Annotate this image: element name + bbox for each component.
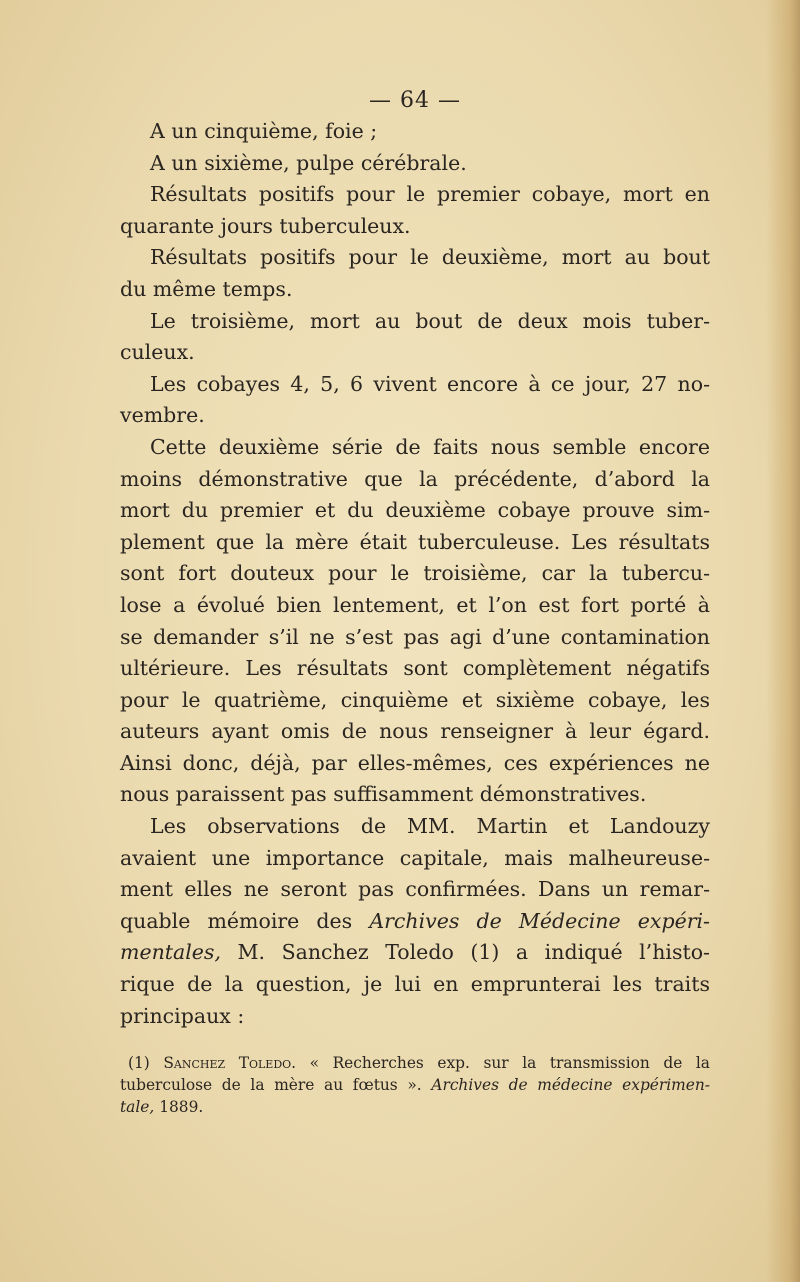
- text-line: sont fort douteux pour le troisième, car la tubercu-: [120, 561, 710, 586]
- text-line: ultérieure. Les résultats sont complètement négatifs: [120, 656, 710, 681]
- text-line: Résultats positifs pour le premier cobaye, mort en: [150, 182, 710, 207]
- text-line: Cette deuxième série de faits nous semble encore: [150, 434, 710, 459]
- text-line: avaient une importance capitale, mais malheureuse-: [120, 845, 710, 870]
- text-line: vembre.: [120, 403, 205, 428]
- page-number: — 64 —: [369, 88, 461, 113]
- text-line: Le troisième, mort au bout de deux mois tuber-: [150, 308, 710, 333]
- footnote-author: Sanchez Toledo: [163, 1054, 292, 1073]
- text-block: [120, 86, 710, 1118]
- text-line: lose a évolué bien lentement, et l’on est fort porté à: [120, 592, 710, 617]
- text-line: moins démonstrative que la précédente, d’abord la: [120, 466, 710, 491]
- text-line: mort du premier et du deuxième cobaye prouve sim-: [120, 498, 710, 523]
- text-line: A un cinquième, foie ;: [150, 119, 378, 143]
- text-line: culeux.: [120, 340, 195, 365]
- text-line: Ainsi donc, déjà, par elles-mêmes, ces expériences ne: [120, 750, 710, 775]
- footnote-line: tuberculose de la mère au fœtus ». Archives de médecine expérimen-: [120, 1076, 710, 1095]
- text-line: plement que la mère était tuberculeuse. Les résultats: [120, 529, 710, 554]
- footnote: [120, 1052, 710, 1118]
- text-line: A un sixième, pulpe cérébrale.: [150, 150, 467, 175]
- text-line: Résultats positifs pour le deuxième, mort au bout: [150, 245, 710, 270]
- body-paragraphs: [120, 116, 710, 906]
- journal-title: Archives de Médecine expéri-: [369, 908, 710, 933]
- page-edge-shadow: [766, 0, 800, 1282]
- text-line: quable mémoire des Archives de Médecine expéri-: [120, 908, 710, 933]
- text-line: rique de la question, je lui en emprunterai les traits: [120, 972, 710, 997]
- text-line: pour le quatrième, cinquième et sixième cobaye, les: [120, 687, 710, 712]
- text-line: principaux :: [120, 1003, 245, 1028]
- text-line: se demander s’il ne s’est pas agi d’une contamination: [120, 624, 710, 649]
- footnote-line: tale, 1889.: [120, 1098, 204, 1117]
- text-line: quarante jours tuberculeux.: [120, 213, 411, 238]
- text-line: ment elles ne seront pas confirmées. Dans un remar-: [120, 877, 710, 902]
- text-line: du même temps.: [120, 276, 293, 301]
- text-line: Les cobayes 4, 5, 6 vivent encore à ce jour, 27 no-: [150, 371, 710, 396]
- text-line: nous paraissent pas suffisamment démonstratives.: [120, 782, 647, 807]
- text-line: auteurs ayant omis de nous renseigner à leur égard.: [120, 719, 710, 744]
- text-line: Les observations de MM. Martin et Landouzy: [150, 814, 710, 839]
- journal-title-cont: mentales,: [120, 940, 221, 965]
- footnote-line: (1) Sanchez Toledo. « Recherches exp. sur la transmission de la: [128, 1054, 710, 1073]
- text-line: mentales, M. Sanchez Toledo (1) a indiqué l’histo-: [120, 940, 710, 965]
